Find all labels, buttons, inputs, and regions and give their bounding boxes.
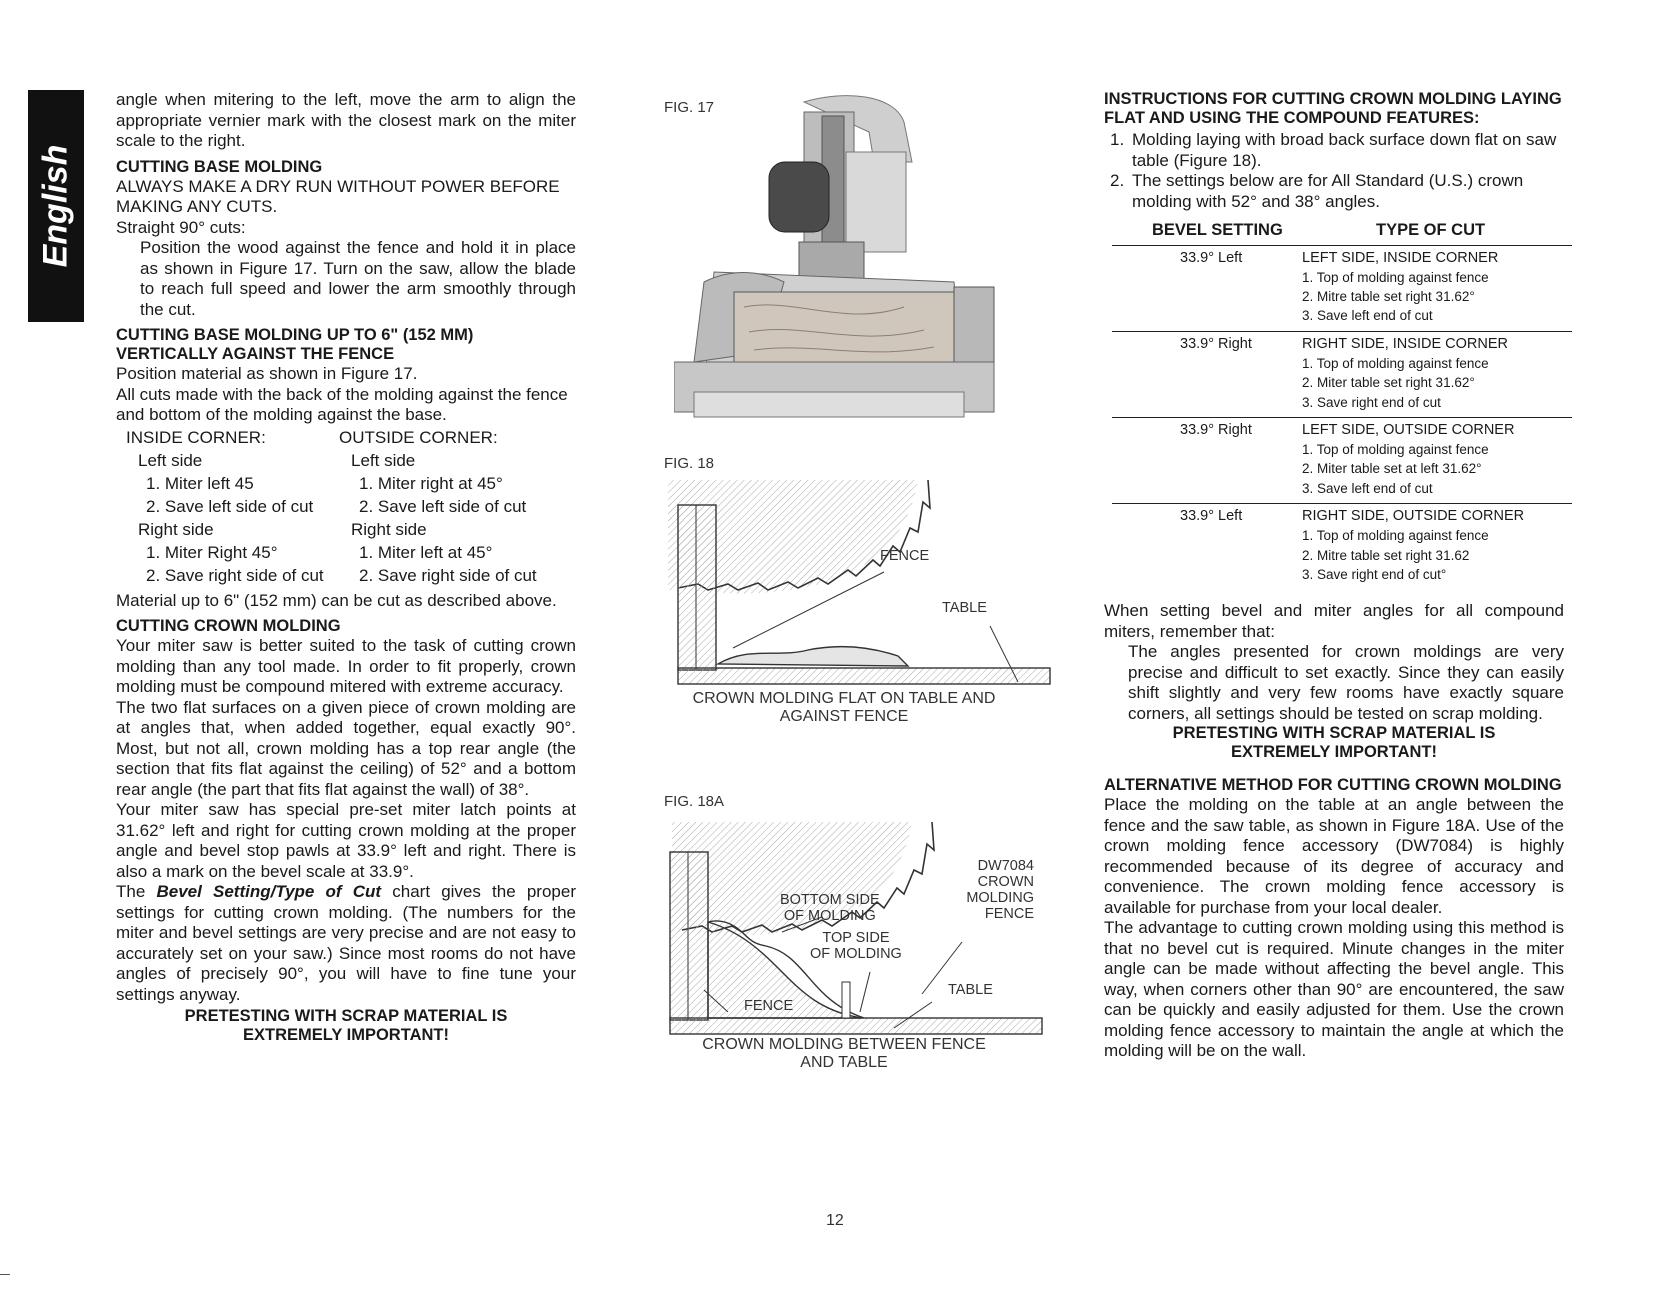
cut-step: 2. Miter table set right 31.62° xyxy=(1302,375,1475,391)
inside-left-side: Left side xyxy=(138,450,203,470)
fig18a-bottom-side-label: BOTTOM SIDE OF MOLDING xyxy=(780,892,880,924)
cut-step: 2. Miter table set at left 31.62° xyxy=(1302,461,1482,477)
fig17-saw-illustration xyxy=(674,92,1014,442)
bevel-table-row xyxy=(1112,245,1572,331)
cut-type-title: LEFT SIDE, INSIDE CORNER xyxy=(1302,249,1499,266)
inside-right-step2: 2. Save right side of cut xyxy=(146,565,324,585)
pretest-warning-1: PRETESTING WITH SCRAP MATERIAL IS xyxy=(184,1007,508,1025)
instruction-item-2: 2. The settings below are for All Standard (U.S.) crown molding with 52° and 38° angles. xyxy=(1110,171,1524,211)
cut-step: 1. Top of molding against fence xyxy=(1302,355,1489,371)
bevel-setting-cell: 33.9° Left xyxy=(1112,245,1302,331)
dry-run-warning: ALWAYS MAKE A DRY RUN WITHOUT POWER BEFORE MAKING ANY CUTS. xyxy=(116,176,560,216)
figures-column xyxy=(664,92,1044,1152)
bevel-table-row xyxy=(1112,417,1572,503)
type-of-cut-cell xyxy=(1302,417,1572,503)
inside-right-side: Right side xyxy=(138,519,214,539)
pretest-warning-4: EXTREMELY IMPORTANT! xyxy=(1231,743,1437,762)
heading-base-molding: CUTTING BASE MOLDING xyxy=(116,157,323,176)
fig18a-top-side-label: TOP SIDE OF MOLDING xyxy=(810,930,902,962)
inside-left-step2: 2. Save left side of cut xyxy=(146,496,314,516)
outside-right-step2: 2. Save right side of cut xyxy=(359,565,537,585)
alternative-paragraph-2: The advantage to cutting crown molding using this method is that no bevel cut is required. Minute changes in the miter angle can be made without affecting the bevel angle. This way, when corners other than 90° are encountered, the saw can be quickly and easily adjusted for them. Use the crown molding fence accessory to maintain the angle at which the molding will be on the wall. xyxy=(1104,918,1564,1061)
fig18-molding-flat-illustration xyxy=(638,480,1058,690)
cut-step: 1. Top of molding against fence xyxy=(1302,442,1489,458)
fig18-caption-line2: AGAINST FENCE xyxy=(779,708,909,725)
fig18a-label: FIG. 18A xyxy=(664,793,725,810)
type-of-cut-cell xyxy=(1302,245,1572,331)
crown-paragraph-1: Your miter saw is better suited to the task of cutting crown molding than any tool made. In order to fit properly, crown molding must be compound mitered with extreme accuracy. xyxy=(116,636,576,696)
bevel-table-row xyxy=(1112,331,1572,417)
position-material: Position material as shown in Figure 17. xyxy=(116,364,418,383)
cut-step: 1. Top of molding against fence xyxy=(1302,528,1489,544)
type-of-cut-header: TYPE OF CUT xyxy=(1302,218,1572,245)
heading-instructions: INSTRUCTIONS FOR CUTTING CROWN MOLDING LAYING FLAT AND USING THE COMPOUND FEATURES: xyxy=(1104,90,1562,127)
corner-instructions xyxy=(126,426,576,587)
fig18a-caption xyxy=(644,1036,1044,1072)
margin-mark xyxy=(0,1274,10,1275)
type-of-cut-cell xyxy=(1302,331,1572,417)
all-cuts-paragraph: All cuts made with the back of the molding against the fence and bottom of the molding against the base. xyxy=(116,384,568,424)
material-note: Material up to 6" (152 mm) can be cut as described above. xyxy=(116,590,557,610)
cut-step: 3. Save right end of cut xyxy=(1302,394,1441,410)
fig18-label: FIG. 18 xyxy=(664,455,715,472)
cut-step: 2. Mitre table set right 31.62° xyxy=(1302,289,1475,305)
outside-right-step1: 1. Miter left at 45° xyxy=(359,542,493,562)
fig18a-caption-line1: CROWN MOLDING BETWEEN FENCE xyxy=(702,1036,986,1053)
when-setting-paragraph: When setting bevel and miter angles for all compound miters, remember that: xyxy=(1104,601,1564,641)
fig17-label: FIG. 17 xyxy=(664,99,715,116)
bevel-setting-cell: 33.9° Right xyxy=(1112,417,1302,503)
pretest-warning-3: PRETESTING WITH SCRAP MATERIAL IS xyxy=(1172,724,1496,743)
bevel-setting-cell: 33.9° Right xyxy=(1112,331,1302,417)
outside-left-side: Left side xyxy=(351,450,416,470)
crown-paragraph-2: The two flat surfaces on a given piece of crown molding are at angles that, when added together, equal exactly 90°. Most, but not all, crown molding has a top rear angle (the section that fits flat against the ceiling) of 52° and a bottom rear angle (the part that fits flat against the wall) of 38°. xyxy=(116,697,576,799)
bevel-setting-table xyxy=(1112,218,1572,589)
inside-right-step1: 1. Miter Right 45° xyxy=(146,542,278,562)
cut-step: 2. Mitre table set right 31.62 xyxy=(1302,547,1470,563)
page-number: 12 xyxy=(826,1212,844,1229)
fig18-table-label: TABLE xyxy=(942,600,987,616)
fig18-caption-line1: CROWN MOLDING FLAT ON TABLE AND xyxy=(692,690,996,707)
fig18a-fence-label: FENCE xyxy=(744,998,794,1014)
cut-step: 1. Top of molding against fence xyxy=(1302,269,1489,285)
cut-step: 3. Save left end of cut xyxy=(1302,308,1433,324)
straight-cuts-label: Straight 90° cuts: xyxy=(116,217,246,237)
heading-alternative: ALTERNATIVE METHOD FOR CUTTING CROWN MOLDING xyxy=(1104,776,1562,795)
fig18a-caption-line2: AND TABLE xyxy=(800,1054,888,1071)
inside-left-step1: 1. Miter left 45 xyxy=(146,473,254,493)
crown-paragraph-4: The Bevel Setting/Type of Cut chart gives the proper settings for cutting crown molding. (The numbers for the miter and bevel settings are very precise and are not easy to accurately set on your saw.) Since most rooms do not have angles of precisely 90°, you will have to fine tune your settings anyway. xyxy=(116,882,576,1004)
crown-paragraph-3: Your miter saw has special pre-set miter latch points at 31.62° left and right for cutting crown molding at the proper angle and bevel stop pawls at 33.9° left and right. There is also a mark on the bevel scale at 33.9°. xyxy=(116,800,576,881)
type-of-cut-cell xyxy=(1302,504,1572,590)
cut-step: 3. Save right end of cut° xyxy=(1302,566,1447,582)
position-paragraph: Position the wood against the fence and hold it in place as shown in Figure 17. Turn on the saw, allow the blade to reach full speed and lower the arm smoothly through the cut. xyxy=(140,238,576,319)
right-column xyxy=(1104,90,1564,1062)
outside-corner-label: OUTSIDE CORNER: xyxy=(339,427,498,447)
alternative-paragraph-1: Place the molding on the table at an angle between the fence and the saw table, as shown in Figure 18A. Use of the crown molding fence accessory (DW7084) is highly recommended because of its degree of accuracy and convenience. The crown molding fence accessory is available for purchase from your local dealer. xyxy=(1104,795,1564,917)
chart-reference: Bevel Setting/Type of Cut xyxy=(156,882,382,901)
fig18-caption xyxy=(644,690,1044,726)
intro-paragraph: angle when mitering to the left, move the arm to align the appropriate vernier mark with the closest mark on the miter scale to the right. xyxy=(116,90,576,150)
outside-right-side: Right side xyxy=(351,519,427,539)
outside-left-step1: 1. Miter right at 45° xyxy=(359,473,503,493)
instruction-list xyxy=(1104,130,1564,212)
cut-type-title: RIGHT SIDE, OUTSIDE CORNER xyxy=(1302,508,1525,525)
left-column xyxy=(116,90,576,1045)
cut-step: 3. Save left end of cut xyxy=(1302,480,1433,496)
language-tab-label: English xyxy=(36,144,75,268)
pretest-warning-2: EXTREMELY IMPORTANT! xyxy=(243,1026,449,1044)
heading-crown-molding: CUTTING CROWN MOLDING xyxy=(116,617,341,635)
bevel-setting-cell: 33.9° Left xyxy=(1180,508,1243,525)
angles-paragraph: The angles presented for crown moldings are very precise and difficult to set exactly. Since they can easily shift slightly and very few rooms have exactly square corners, all settings should be tested on scrap molding. xyxy=(1128,642,1564,723)
bevel-setting-header: BEVEL SETTING xyxy=(1112,218,1302,245)
inside-corner-label: INSIDE CORNER: xyxy=(126,427,266,447)
bevel-table-row xyxy=(1112,504,1572,590)
fig18-fence-label: FENCE xyxy=(880,548,930,564)
outside-left-step2: 2. Save left side of cut xyxy=(359,496,527,516)
instruction-item-1: 1. Molding laying with broad back surface down flat on saw table (Figure 18). xyxy=(1110,130,1557,170)
fig18a-table-label: TABLE xyxy=(948,982,993,998)
cut-type-title: RIGHT SIDE, INSIDE CORNER xyxy=(1302,335,1508,352)
language-tab xyxy=(28,90,84,322)
cut-type-title: LEFT SIDE, OUTSIDE CORNER xyxy=(1302,421,1515,438)
heading-vertical: CUTTING BASE MOLDING UP TO 6" (152 MM) VERTICALLY AGAINST THE FENCE xyxy=(116,326,474,363)
fig18a-dw7084-label: DW7084 CROWN MOLDING FENCE xyxy=(966,858,1034,922)
